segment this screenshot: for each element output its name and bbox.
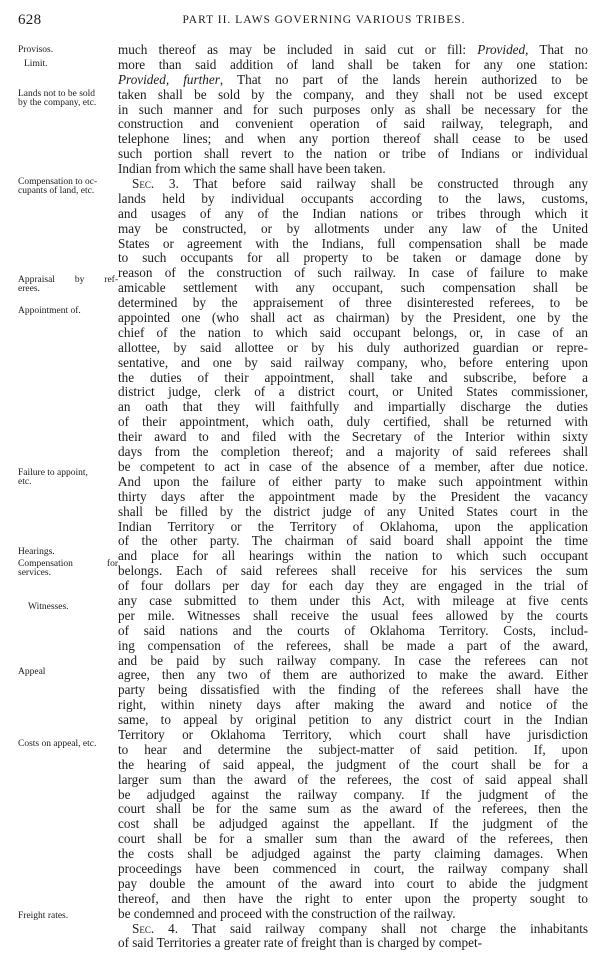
body-line: of said nations and the courts of Oklahoma Territory. Costs, includ- [118,622,588,638]
margin-note-limit: Limit. [24,59,48,69]
body-line: sentative, and one by said railway company, who, before entering upon [118,354,588,370]
body-line: telephone lines; and when any portion thereof shall cease to be used [118,131,588,147]
body-line: days from the completion thereof; and a majority of said referees shall [118,444,588,460]
body-line: of four dollars per day for each day they are engaged in the trial of [118,578,588,594]
running-head: PART II. LAWS GOVERNING VARIOUS TRIBES. [182,14,466,26]
body-line: thirty days after the appointment made by the President the vacancy [118,488,588,504]
body-line: Indian Territory or the Territory of Oklahoma, upon the application [118,518,588,534]
italic-term: Provided, further [118,71,220,87]
body-line: the costs shall be adjudged against the party claiming damages. When [118,846,588,862]
body-line: and be paid by such railway company. In case the referees can not [118,652,588,668]
margin-note-appointment: Appointment of. [18,306,81,316]
body-line: lands held by individual occupants according to the laws, customs, [118,190,588,206]
body-line: the duties of their appointment, shall take and subscribe, before a [118,369,588,385]
body-line: thereof, and then have the right to enter upon the property sought to [118,890,588,906]
body-line: in such manner and for such purposes only as shall be necessary for the [118,101,588,117]
body-line: their award to and filed with the Secretary of the Interior within sixty [118,429,588,445]
body-line: of their appointment, which oath, duly certified, shall be returned with [118,414,588,430]
body-line: much thereof as may be included in said cut or fill: Provided, That no [118,42,588,57]
body-line: States or agreement with the Indians, full compensation shall be made [118,235,588,251]
body-line: any case submitted to them under this Act, with mileage at five cents [118,592,588,608]
body-line: appointed one (who shall act as chairman) by the President, one by the [118,310,588,326]
body-line: agree, then any two of them are authorized to make the award. Either [118,667,588,683]
body-line: of the other party. The chairman of said board shall appoint the time [118,533,588,549]
margin-note-appraisal-cont: erees. [18,284,40,294]
body-line: amicable settlement with any occupant, such compensation shall be [118,280,588,296]
margin-note-appeal: Appeal [18,667,46,677]
margin-note-failure-appoint-cont: etc. [18,477,32,487]
body-line: taken shall be sold by the company, and they shall not be used except [118,86,588,102]
body-line: more than said addition of land shall be taken for any one station: [118,56,588,72]
margin-note-compensation-occupants: Compensation to oc- [18,177,98,187]
body-line: construction and convenient operation of said railway, telegraph, and [118,116,588,132]
body-line: shall be filled by the district judge of any United States court in the [118,503,588,519]
body-line: Territory or Oklahoma Territory, which court shall have jurisdiction [118,726,588,742]
margin-note-lands-not-sold: Lands not to be sold [18,89,96,99]
body-line: determined by the appraisement of three disinterested referees, to be [118,295,588,311]
body-line: and place for all hearings within the nation to which such occupant [118,548,588,564]
body-line: court shall be for the same sum as the award of the referees, then the [118,801,588,817]
body-line: party being dissatisfied with the finding of the referees shall have the [118,682,588,698]
body-line: be adjudged against the railway company. If the judgment of the [118,786,588,802]
body-line: belongs. Each of said referees shall receive for his services the sum [118,563,588,579]
italic-term: Provided [477,42,526,57]
margin-notes [14,0,118,958]
page-number: 628 [18,12,42,28]
body-line: be competent to act in case of the absence of a member, after due notice. [118,458,588,474]
body-line: be condemned and proceed with the construction of the railway. [118,905,456,921]
body-text [118,43,588,951]
margin-note-hearings: Hearings. [18,547,55,557]
body-line: per mile. Witnesses shall receive the usual fees allowed by the courts [118,607,588,623]
body-line: may be constructed, or by allotments under any law of the United [118,220,588,236]
margin-note-costs-appeal: Costs on appeal, etc. [18,739,97,749]
section-label: Sec [132,176,151,192]
margin-note-freight-rates: Freight rates. [18,911,69,921]
margin-note-failure-appoint: Failure to appoint, [18,468,88,478]
body-line: Sec. 3. That before said railway shall be constructed through any [132,176,588,192]
body-line: Provided, further, That no part of the lands herein authorized to be [118,71,589,87]
body-line: to such occupants for all property to be taken or damage done by [118,250,588,266]
margin-note-appraisal: Appraisal by ref- [18,275,118,285]
body-line: an oath that they will faithfully and impartially discharge the duties [118,399,588,415]
body-line: right, within ninety days after making the award and notice of the [118,697,588,713]
body-line: court shall be for a smaller sum than the award of the referees, then [118,831,588,847]
margin-note-provisos: Provisos. [18,45,54,55]
body-line: allottee, by said allottee or by his duly authorized guardian or repre- [118,339,588,355]
margin-note-lands-not-sold-cont: by the company, etc. [18,98,97,108]
body-line: ing compensation of the referees, shall be made a part of the award, [118,637,588,653]
body-line: district judge, clerk of a district court, or United States commissioner, [118,384,588,400]
body-line: of said Territories a greater rate of freight than is charged by compet- [118,935,483,951]
body-line: proceedings have been commenced in court, the railway company shall [118,860,588,876]
body-line: pay double the amount of the award into court to abide the judgment [118,875,588,891]
body-line: reason of the construction of such railway. In case of failure to make [118,265,588,281]
body-line: and usages of any of the Indian nations or tribes through which it [118,205,588,221]
body-line: such portion shall revert to the nation or tribe of Indians or individual [118,146,588,162]
margin-note-compensation-services: Compensation for [18,559,118,569]
body-line: same, to appeal by original petition to any district court in the Indian [118,712,588,728]
body-line: cost shall be adjudged against the appellant. If the judgment of the [118,816,588,832]
margin-note-compensation-services-cont: services. [18,568,51,578]
margin-note-compensation-occupants-cont: cupants of land, etc. [18,186,95,196]
body-line: larger sum than the award of the referees, the cost of said appeal shall [118,771,588,787]
margin-note-witnesses: Witnesses. [28,602,69,612]
body-line: to hear and determine the subject-matter of said petition. If, upon [118,741,588,757]
body-line: Indian from which the same shall have been taken. [118,161,386,177]
body-line: chief of the nation to which said occupant belongs, or, in case of an [118,324,588,340]
body-line: the hearing of said appeal, the judgment of the court shall be for a [118,756,588,772]
body-line: Sec. 4. That said railway company shall not charge the inhabitants [132,920,588,936]
body-line: And upon the failure of either party to make such appointment within [118,473,588,489]
section-label: Sec [132,920,151,936]
